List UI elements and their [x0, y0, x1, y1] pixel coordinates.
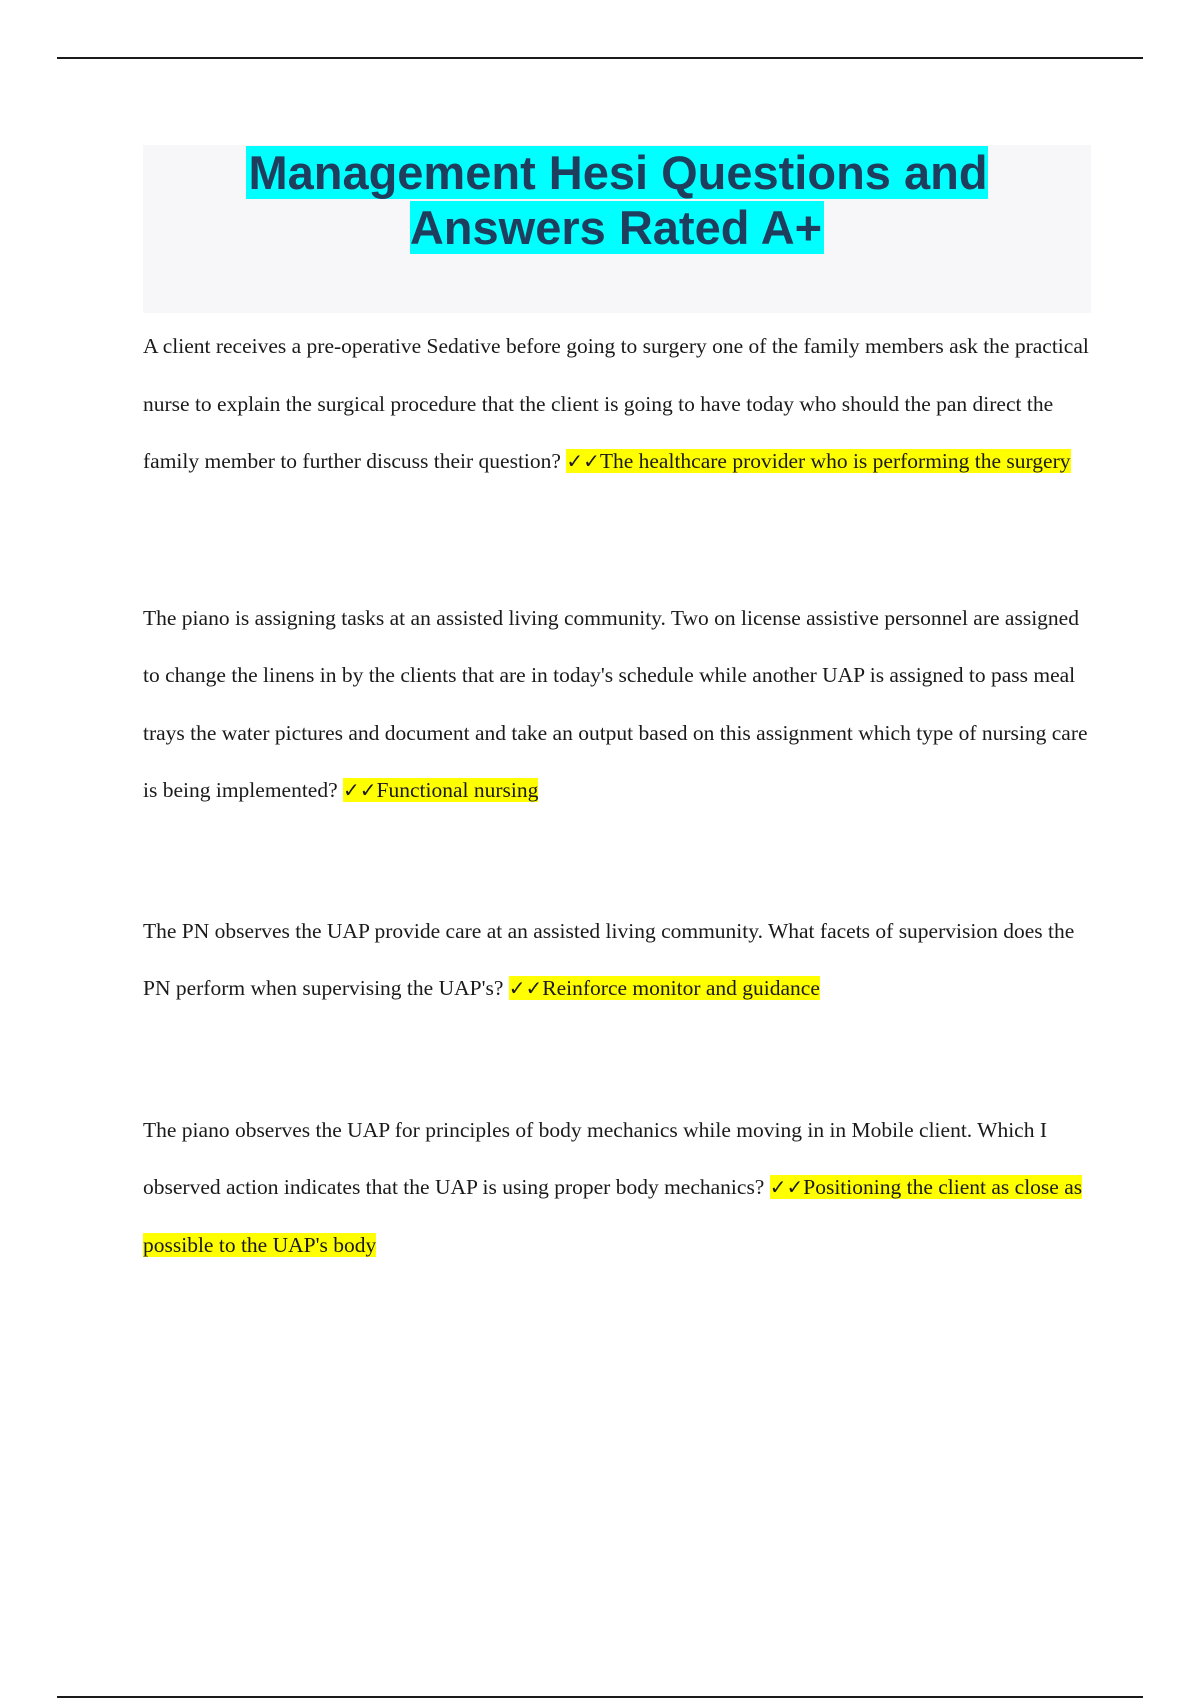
title-block — [143, 145, 1091, 313]
question-text: The piano observes the UAP for principles of body mechanics while moving in in Mobile client. Which I observed action indicates that the UAP is using proper body mechanics? — [143, 1117, 1047, 1199]
answer-highlight — [566, 449, 1070, 473]
answer-text: Functional nursing — [376, 778, 539, 802]
bottom-rule — [57, 1696, 1143, 1698]
double-check-icon: ✓✓ — [566, 449, 600, 473]
answer-text: Reinforce monitor and guidance — [542, 976, 820, 1000]
document-page — [143, 145, 1091, 1274]
double-check-icon: ✓✓ — [769, 1175, 804, 1199]
question-text: A client receives a pre-operative Sedative before going to surgery one of the family members ask the practical nurse to explain the surgical procedure that the client is going to have today who should the pan direct the family member to further discuss their question? — [143, 334, 1089, 473]
qa-item-2 — [143, 590, 1091, 820]
answer-text: The healthcare provider who is performing the surgery — [599, 449, 1071, 473]
top-rule — [57, 57, 1143, 59]
qa-item-1 — [143, 318, 1091, 491]
answer-highlight — [509, 976, 820, 1000]
answer-text: Positioning the client as close as possible to the UAP's body — [143, 1175, 1083, 1257]
double-check-icon: ✓✓ — [508, 976, 543, 1000]
qa-item-4 — [143, 1102, 1091, 1275]
double-check-icon: ✓✓ — [343, 778, 377, 802]
question-text: The PN observes the UAP provide care at an assisted living community. What facets of supervision does the PN perform when supervising the UAP's? — [143, 918, 1075, 1000]
page-title: Management Hesi Questions and Answers Rated A+ — [248, 146, 988, 254]
answer-highlight — [343, 778, 538, 802]
question-text: The piano is assigning tasks at an assisted living community. Two on license assistive personnel are assigned to change the linens in by the clients that are in today's schedule while another UAP is assigned to pass meal trays the water pictures and document and take an output based on this assignment which type of nursing care is being implemented? — [143, 605, 1088, 802]
qa-item-3 — [143, 903, 1091, 1018]
